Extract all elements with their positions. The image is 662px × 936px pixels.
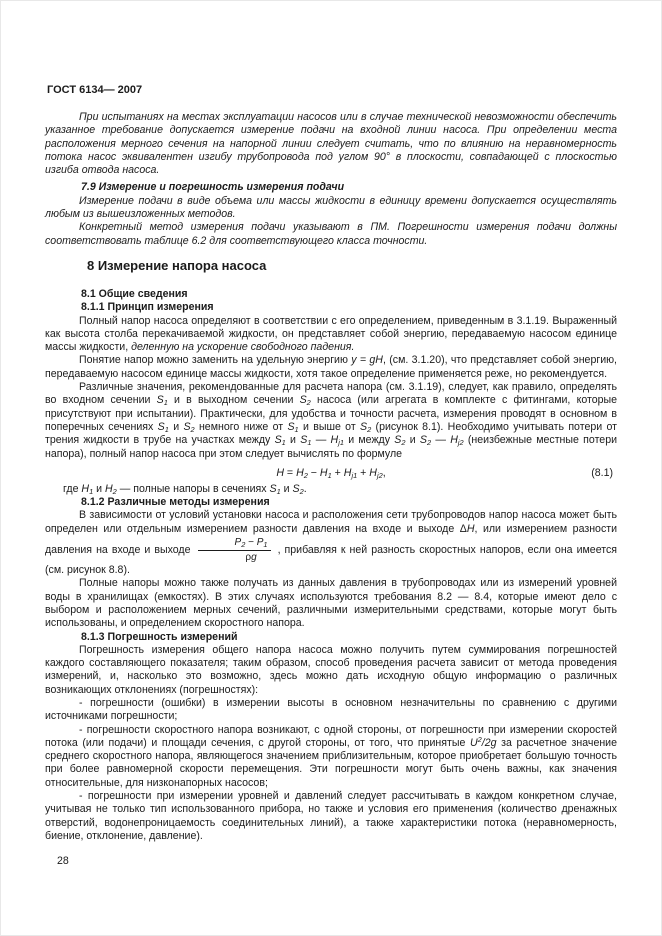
doc-number: ГОСТ 6134— 2007	[47, 84, 143, 96]
flow-measurement-paragraph: Измерение подачи в виде объема или массы жидкости в единицу времени допускается осуществлять любым из вышеизложенных методов.	[45, 194, 617, 221]
section-8-1-heading: 8.1 Общие сведения	[81, 287, 188, 300]
section-8-1-2-heading: 8.1.2 Различные методы измерения	[81, 496, 270, 509]
velocity-head-errors-item: - погрешности скоростного напора возникают, с одной стороны, от погрешности при измерении скоростей потока (или подачи) и площади сечения, с другой стороны, от того, что принятые $U^2/2g$ за расчетное значение среднего скоростного напора, являющегося значением приблизительным, которое приобретает большую точность при более равномерной скорости перемещения. Эти погрешности могут быть очень важны, как значения относительные, для низконапорных насосов;	[45, 723, 617, 789]
measurement-methods-text-b: , прибавляя к ней разность скоростных напоров, если она имеется (см. рисунок 8.8).	[45, 543, 617, 577]
formula-legend: где $H_1$ и $H_2$ — полные напоры в сечениях $S_1$ и $S_2$.	[63, 482, 307, 496]
measurement-methods-paragraph	[45, 509, 617, 577]
fraction-numerator: $P_2 - P_1$	[198, 537, 271, 551]
specific-energy-paragraph: Понятие напор можно заменить на удельную энергию y = gH, (см. 3.1.20), что представляет собой энергию, передаваемую насосом единице массы жидкости, хотя такое определение применяется реже, но рекомендуется.	[45, 354, 618, 380]
formula-expression: $H = H_2 - H_1 + H_{j1} + H_{j2}$,	[276, 466, 386, 480]
full-heads-paragraph: Полные напоры можно также получать из данных давления в трубопроводах или из измерений уровней воды в хранилищах (емкостях). В этих случаях используются требования 8.2 — 8.4, которые имеют дело с выбором и расположением мерных сечений, различными измерительными средствами, которые могут быть использованы, и определением скоростного напора.	[45, 577, 617, 630]
pressure-difference-fraction	[198, 537, 271, 563]
page-content	[45, 84, 617, 868]
section-8-1-3-heading: 8.1.3 Погрешность измерений	[81, 630, 238, 643]
page-number: 28	[57, 855, 69, 868]
principle-paragraph: Полный напор насоса определяют в соответствии с его определением, приведенным в 3.1.19. Выраженный как высота столба перекачиваемой жидкости, он представляет собой энергию, передаваемую насосом единице массы жидкости, деленную на ускорение свободного падения.	[45, 314, 617, 354]
section-8-1-1-heading: 8.1.1 Принцип измерения	[81, 301, 214, 314]
measuring-sections-paragraph: Различные значения, рекомендованные для расчета напора (см. 3.1.19), следует, как правило, определять во входном сечении $S_1$ и в выходном сечении $S_2$ насоса (или агрегата в комплекте с фитингами, которые присутствуют при испытании). Практически, для удобства и точности расчета, измерения проводят в основном в поперечных сечениях $S_1$ и $S_2$ немного ниже от $S_1$ и выше от $S_2$ (рисунок 8.1). Необходимо учитывать потери от трения жидкости в трубе на участках между $S_1$ и $S_1$ — $H_{j1}$ и между $S_2$ и $S_2$ — $H_{j2}$ (неизбежные местные потери напора), полный напор насоса при этом следует вычислять по формуле	[45, 381, 618, 460]
formula-number: (8.1)	[591, 466, 613, 479]
pm-method-paragraph: Конкретный метод измерения подачи указывают в ПМ. Погрешности измерения подачи должны соответствовать таблице 6.2 для соответствующего класса точности.	[45, 221, 617, 247]
error-summation-paragraph: Погрешность измерения общего напора насоса можно получить путем суммирования погрешностей каждого составляющего показателя; таким образом, способ проведения расчета зависит от метода проведения измерений, и, насколько это возможно, здесь можно дать исходную общую информацию о различных возникающих отклонениях (погрешностях):	[45, 643, 617, 696]
section-7-9-heading: 7.9 Измерение и погрешность измерения подачи	[81, 181, 345, 194]
intro-paragraph: При испытаниях на местах эксплуатации насосов или в случае технической невозможности обеспечить указанное требование допускается измерение подачи на входной линии насоса. При определении места расположения мерного сечения на напорной линии следует считать, что по влиянию на неравномерность потока насос эквивалентен изгибу трубопровода под углом 90° в плоскости, совпадающей с плоскостью изгиба отвода насоса.	[45, 111, 617, 177]
section-8-heading: 8 Измерение напора насоса	[87, 257, 267, 273]
level-pressure-errors-item: - погрешности при измерении уровней и давлений следует рассчитывать в каждом конкретном случае, учитывая не только тип использованного прибора, но также и условия его применения (количество дренажных отверстий, водонепроницаемость соединительных линий), а также характеристики потока (неравномерность, биение, отклонение, давление).	[45, 790, 617, 842]
formula-8-1	[45, 466, 617, 480]
measurement-methods-text-a: В зависимости от условий установки насоса и расположения сети трубопроводов напор насоса может быть определен или отдельным измерением разности давления на входе и выходе ΔH, или измерением разности давления на входе и выходе	[45, 509, 618, 556]
height-errors-item: - погрешности (ошибки) в измерении высоты в основном незначительны по сравнению с другими источниками погрешности;	[45, 696, 617, 723]
fraction-denominator: ρg	[245, 551, 257, 563]
